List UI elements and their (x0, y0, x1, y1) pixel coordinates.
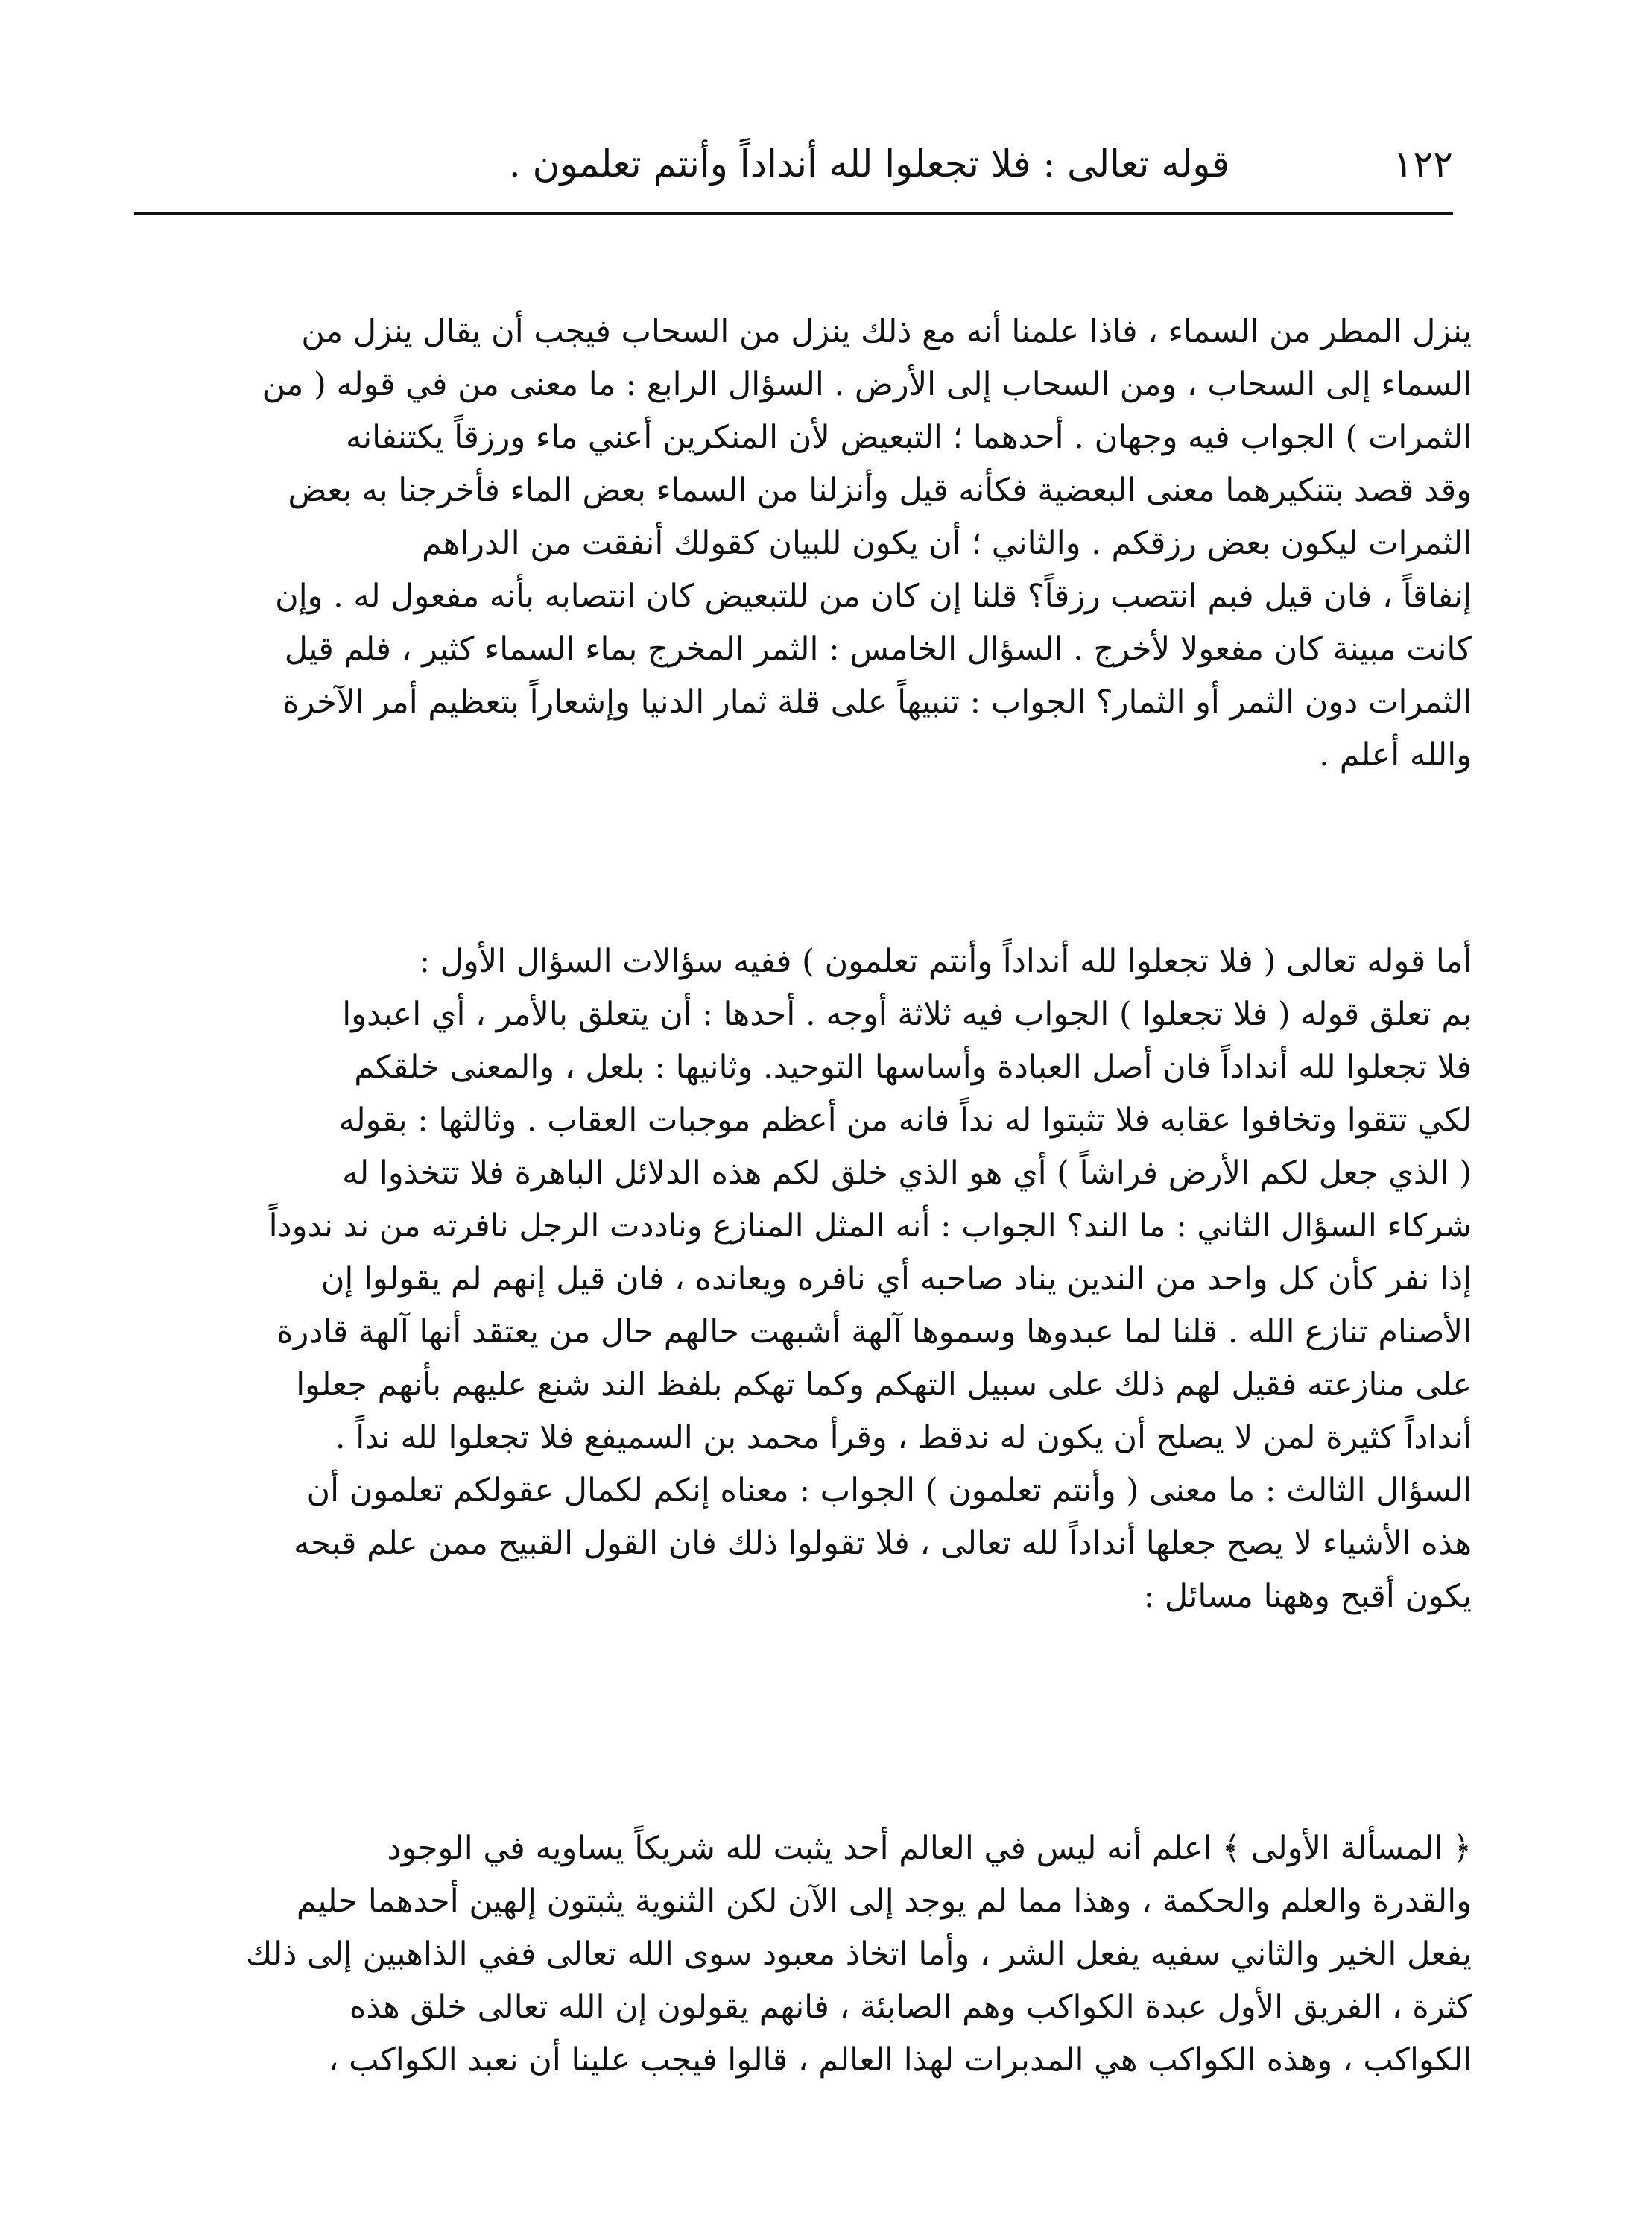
text-line: الكواكب ، وهذه الكواكب هي المدبرات لهذا العالم ، قالوا فيجب علينا أن نعبد الكواكب ، (328, 2041, 1472, 2079)
text-line: السؤال الثالث : ما معنى ( وأنتم تعلمون ) الجواب : معناه إنكم لكمال عقولكم تعلمون أن (306, 1472, 1472, 1509)
text-line: على منازعته فقيل لهم ذلك على سبيل التهكم وكما تهكم بلفظ الند شنع عليهم بأنهم جعلوا (296, 1366, 1472, 1403)
page-header (142, 138, 1453, 205)
text-line: الثمرات ليكون بعض رزقكم . والثاني ؛ أن يكون للبيان كقولك أنفقت من الدراهم (421, 525, 1472, 562)
text-line: ينزل المطر من السماء ، فاذا علمنا أنه مع ذلك ينزل من السحاب فيجب أن يقال ينزل من (301, 313, 1472, 350)
header-rule (134, 212, 1453, 215)
text-line: يفعل الخير والثاني سفيه يفعل الشر ، وأما اتخاذ معبود سوى الله تعالى ففي الذاهبين إلى ذلك (245, 1936, 1472, 1973)
text-line: يكون أقبح وههنا مسائل : (1143, 1578, 1472, 1615)
text-line: أنداداً كثيرة لمن لا يصلح أن يكون له ندقط ، وقرأ محمد بن السميفع فلا تجعلوا لله نداً . (335, 1419, 1472, 1456)
text-line: كانت مبينة كان مفعولا لأخرج . السؤال الخامس : الثمر المخرج بماء السماء كثير ، فلم قيل (284, 631, 1472, 668)
paragraph-3 (123, 1822, 1472, 2087)
text-line: كثرة ، الفريق الأول عبدة الكواكب وهم الصابئة ، فانهم يقولون إن الله تعالى خلق هذه (349, 1988, 1472, 2026)
text-line: شركاء السؤال الثاني : ما الند؟ الجواب : أنه المثل المنازع وناددت الرجل نافرته من ند ندوداً (268, 1207, 1472, 1245)
text-line: ﴿ المسألة الأولى ﴾ اعلم أنه ليس في العالم أحد يثبت لله شريكاً يساويه في الوجود (387, 1830, 1472, 1867)
text-line: الثمرات ) الجواب فيه وجهان . أحدهما ؛ التبعيض لأن المنكرين أعني ماء ورزقاً يكتنفانه (346, 419, 1472, 456)
text-line: إنفاقاً ، فان قيل فبم انتصب رزقاً؟ قلنا إن كان من للتبعيض كان انتصابه بأنه مفعول له . وإن (275, 578, 1472, 615)
text-line: إذا نفر كأن كل واحد من الندين يناد صاحبه أي نافره ويعانده ، فان قيل إنهم لم يقولوا إن (320, 1260, 1472, 1298)
text-line: السماء إلى السحاب ، ومن السحاب إلى الأرض . السؤال الرابع : ما معنى من في قوله ( من (262, 366, 1472, 403)
text-line: الثمرات دون الثمر أو الثمار؟ الجواب : تنبيهاً على قلة ثمار الدنيا وإشعاراً بتعظيم أمر الآخرة (282, 683, 1472, 721)
text-line: وقد قصد بتنكيرهما معنى البعضية فكأنه قيل وأنزلنا من السماء بعض الماء فأخرجنا به بعض (288, 472, 1472, 509)
text-line: فلا تجعلوا لله أنداداً فان أصل العبادة وأساسها التوحيد. وثانيها : بلعل ، والمعنى خلقكم (354, 1049, 1472, 1086)
text-line: هذه الأشياء لا يصح جعلها أنداداً لله تعالى ، فلا تقولوا ذلك فان القول القبيح ممن علم قبحه (294, 1525, 1472, 1562)
text-line: بم تعلق قوله ( فلا تجعلوا ) الجواب فيه ثلاثة أوجه . أحدها : أن يتعلق بالأمر ، أي اعبدوا (342, 996, 1472, 1033)
paragraph-2 (123, 935, 1472, 1623)
text-line: الأصنام تنازع الله . قلنا لما عبدوها وسموها آلهة أشبهت حالهم حال من يعتقد أنها آلهة قادرة (276, 1313, 1472, 1350)
text-line: ( الذي جعل لكم الأرض فراشاً ) أي هو الذي خلق لكم هذه الدلائل الباهرة فلا تتخذوا له (342, 1154, 1472, 1192)
text-line: أما قوله تعالى ( فلا تجعلوا لله أنداداً وأنتم تعلمون ) ففيه سؤالات السؤال الأول : (419, 943, 1472, 980)
text-line: لكي تتقوا وتخافوا عقابه فلا تثبتوا له نداً فانه من أعظم موجبات العقاب . وثالثها : بقوله (338, 1102, 1472, 1139)
text-line: والقدرة والعلم والحكمة ، وهذا مما لم يوجد إلى الآن لكن الثنوية يثبتون إلهين أحدهما حليم (296, 1883, 1472, 1920)
text-line: والله أعلم . (1319, 736, 1472, 774)
paragraph-1 (123, 306, 1472, 782)
page-number: ١٢٢ (1393, 142, 1453, 186)
running-title: قوله تعالى : فلا تجعلوا لله أنداداً وأنتم تعلمون . (508, 142, 1229, 186)
